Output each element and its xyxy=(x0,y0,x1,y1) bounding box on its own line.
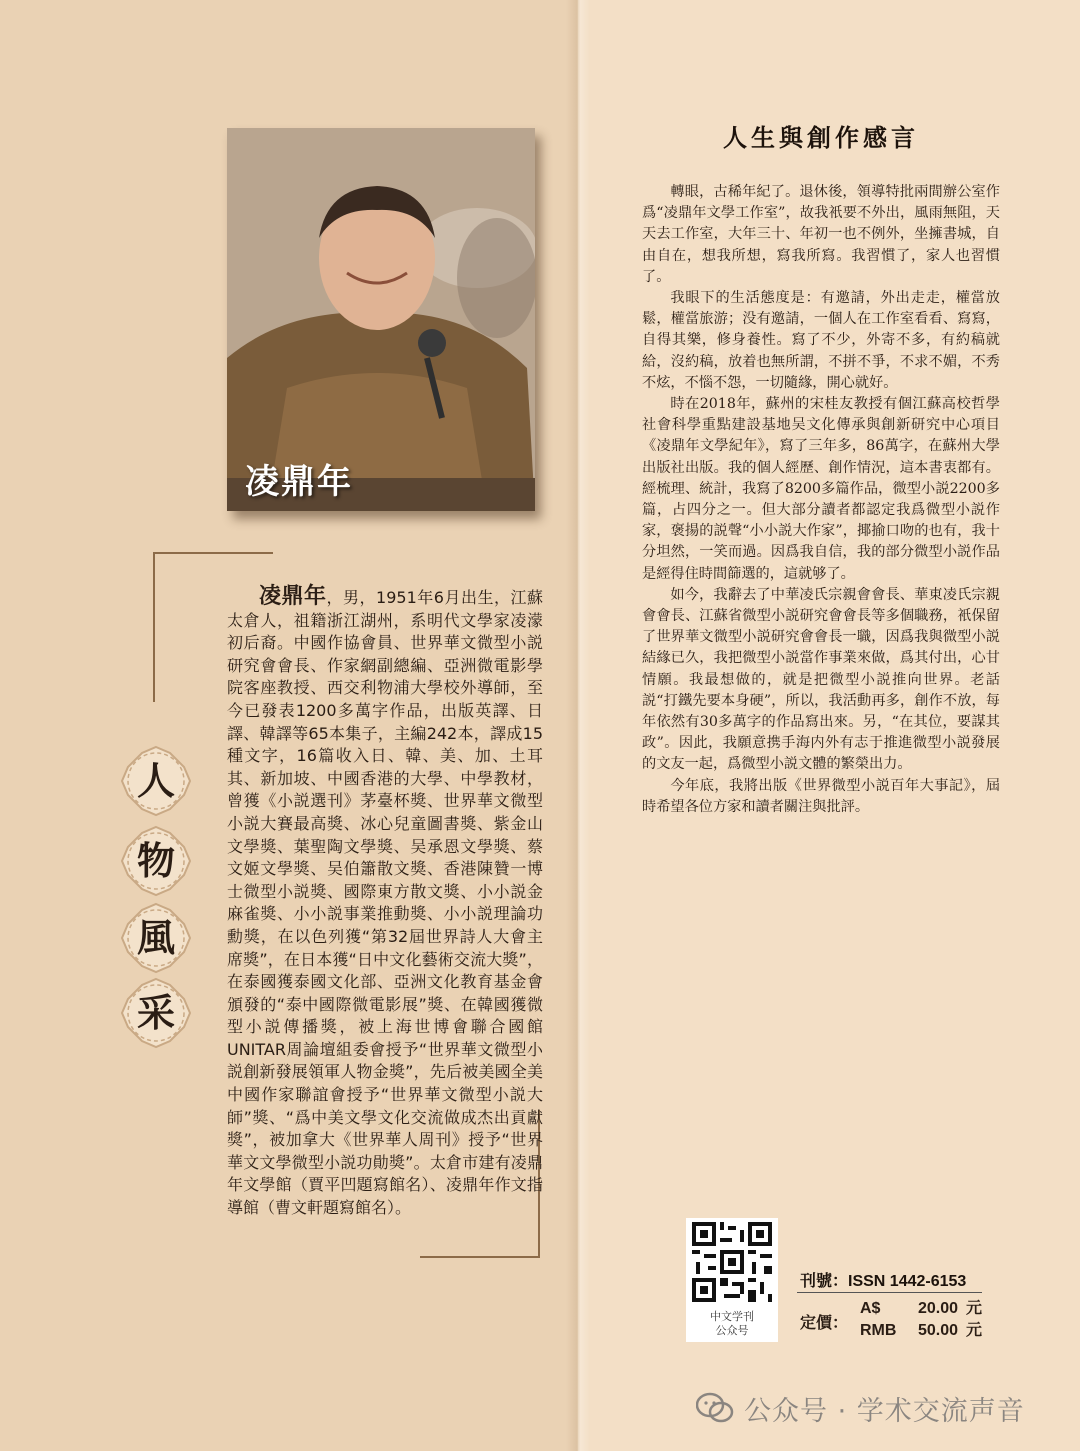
price-list xyxy=(860,1298,982,1342)
issn-label: 刊號：ISSN 1442-6153 xyxy=(800,1273,967,1290)
section-title-char-1: 人 xyxy=(120,745,192,817)
section-title-char-2: 物 xyxy=(120,825,192,897)
bio-text: ，男，1951年6月出生，江蘇太倉人，祖籍浙江湖州，系明代文學家凌濛初后裔。中國作協會員、世界華文微型小説研究會會長、作家網副總編、亞洲微電影學院客座教授、西交利物浦大學校外導師，至今已發表1200多萬字作品，出版英譯、日譯、韓譯等65本集子，主編242本，譯成15種文字，16篇收入日、韓、美、加、土耳其、新加坡、中國香港的大學、中學教材，曾獲《小説選刊》茅臺杯獎、世界華文微型小説大賽最高獎、冰心兒童圖書獎、紫金山文學獎、葉聖陶文學獎、吴承恩文學獎、蔡文姬文學獎、吴伯簫散文獎、香港陳贊一博士微型小説獎、國際東方散文獎、小小説金麻雀獎、小小説事業推動獎、小小説理論功勳獎，在以色列獲“第32屆世界詩人大會主席獎”，在日本獲“日中文化藝術交流大獎”，在泰國獲泰國文化部、亞洲文化教育基金會頒發的“泰中國際微電影展”獎、在韓國獲微型小説傳播獎，被上海世博會聯合國館UNITAR周論壇組委會授予“世界華文微型小説創新發展領軍人物金獎”，先后被美國全美中國作家聯誼會授予“世界華文微型小説大師”獎、“爲中美文學文化交流做成杰出貢獻獎”，被加拿大《世界華人周刊》授予“世界華文文學微型小説功勛獎”。太倉市建有凌鼎年文學館（賈平凹題寫館名）、凌鼎年作文指導館（曹文軒題寫館名）。 xyxy=(227,588,543,1218)
essay-body xyxy=(642,182,1000,818)
essay-title: 人生與創作感言 xyxy=(723,123,919,152)
photo-caption: 凌鼎年 xyxy=(245,462,353,502)
section-title-char-3: 風 xyxy=(120,902,192,974)
essay-paragraph: 轉眼，古稀年紀了。退休後，領導特批兩間辦公室作爲“凌鼎年文學工作室”，故我衹要不外出，風雨無阻，天天去工作室，大年三十、年初一也不例外，坐擁書城，自由自在，想我所想，寫我所寫。我習慣了，家人也習慣了。 xyxy=(642,184,1000,285)
essay-paragraph: 時在2018年，蘇州的宋桂友教授有個江蘇高校哲學社會科學重點建設基地吴文化傳承與創新研究中心項目《凌鼎年文學紀年》，寫了三年多，86萬字，在蘇州大學出版社出版。我的個人經歷、創作情況，這本書衷都有。經梳理、統計，我寫了8200多篇作品，微型小説2200多篇，占四分之一。但大部分讀者都認定我爲微型小説作家，褒揚的説聲“小小説大作家”，揶揄口吻的也有，我十分坦然，一笑而過。因爲我自信，我的部分微型小説作品是經得住時間篩選的，這就够了。 xyxy=(642,396,1000,582)
wechat-icon xyxy=(696,1392,734,1424)
bio-name: 凌鼎年 xyxy=(259,584,327,609)
essay-paragraph: 我眼下的生活態度是：有邀請，外出走走，權當放鬆，權當旅游；没有邀請，一個人在工作室看看、寫寫，自得其樂，修身養性。寫了不少，外寄不多，有約稿就給，沒約稿，放着也無所謂，不拼不爭，不求不媚，不秀不炫，不惱不怨，一切隨緣，開心就好。 xyxy=(642,290,1000,391)
qr-code-icon xyxy=(692,1222,772,1302)
frame-line-left xyxy=(153,552,155,702)
qr-code[interactable] xyxy=(686,1218,778,1342)
panel-fold-shadow xyxy=(566,0,590,1451)
qr-caption: 中文学刊 公众号 xyxy=(710,1310,754,1337)
section-title-char-4: 采 xyxy=(120,977,192,1049)
portrait-photo xyxy=(227,128,535,511)
price-row-aud: A$ 20.00 元 xyxy=(860,1300,983,1317)
essay-paragraph: 如今，我辭去了中華凌氏宗親會會長、華東凌氏宗親會會長、江蘇省微型小説研究會會長等多個職務，衹保留了世界華文微型小説研究會會長一職，因爲我與微型小説結緣已久，我把微型小説當作事業來做，爲其付出，心甘情願。我最想做的，就是把微型小説推向世界。老話説“打鐵先要本身硬”，所以，我活動再多，創作不放，每年依然有30多萬字的作品寫出來。另，“在其位，要謀其政”。因此，我願意携手海内外有志于推進微型小説發展的文友一起，爲微型小説文體的繁榮出力。 xyxy=(642,586,1000,773)
watermark: 公众号 · 学术交流声音 xyxy=(696,1388,1025,1428)
price-divider xyxy=(797,1292,982,1293)
price-label: 定價： xyxy=(800,1315,849,1332)
essay-paragraph: 今年底，我將出版《世界微型小説百年大事記》，屆時希望各位方家和讀者關注與批評。 xyxy=(642,777,1000,815)
frame-line-top xyxy=(153,552,273,554)
price-row-rmb: RMB 50.00 元 xyxy=(860,1322,983,1339)
frame-line-bottom xyxy=(420,1256,540,1258)
biography xyxy=(227,586,543,1220)
